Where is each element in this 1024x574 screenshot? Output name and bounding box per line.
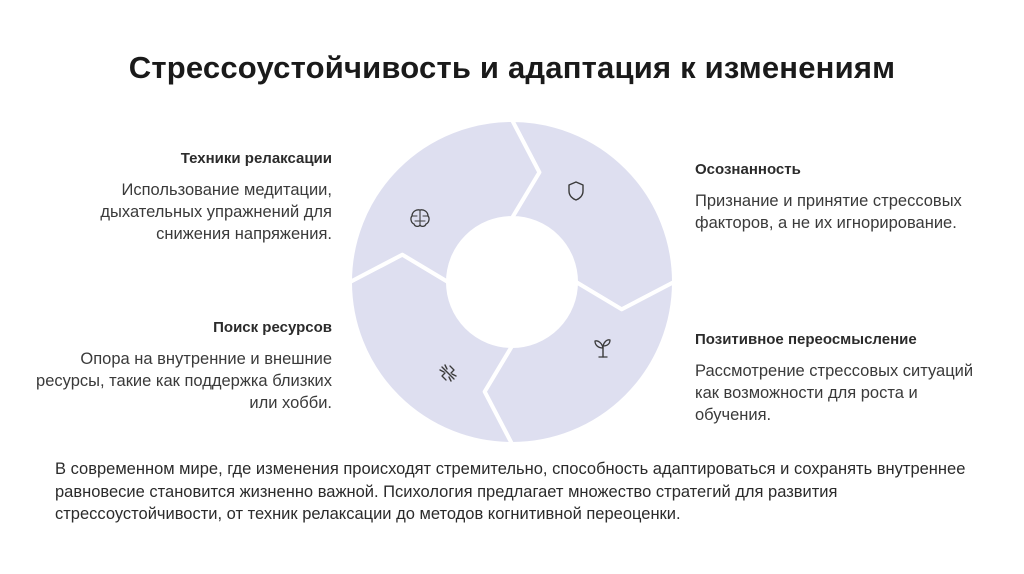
cycle-segments (350, 120, 674, 444)
block-heading: Техники релаксации (180, 150, 332, 167)
page-title: Стрессоустойчивость и адаптация к изменениям (128, 50, 896, 85)
segment-mindfulness (512, 120, 674, 309)
segment-resources (350, 255, 512, 444)
block-text: Признание и принятие стрессовых факторов, а не их игнорирование. (695, 192, 962, 232)
cycle-diagram (348, 118, 676, 446)
block-heading: Позитивное переосмысление (695, 331, 917, 348)
footer-paragraph: В современном мире, где изменения происходят стремительно, способность адаптироваться и сохранять внутреннее равновесие становится жизненно важной. Психология предлагает множество стратегий для развития стрессоустойчивости, от техник релаксации до методов когнитивной переоценки. (55, 460, 966, 523)
segment-relaxation (350, 120, 539, 282)
block-heading: Поиск ресурсов (213, 319, 332, 336)
block-heading: Осознанность (695, 161, 801, 178)
block-text: Использование медитации, дыхательных упражнений для снижения напряжения. (100, 181, 332, 243)
block-text: Рассмотрение стрессовых ситуаций как возможности для роста и обучения. (695, 362, 974, 424)
block-resources (32, 319, 332, 414)
block-reframing (695, 331, 995, 426)
block-mindfulness (695, 161, 995, 234)
block-text: Опора на внутренние и внешние ресурсы, такие как поддержка близких или хобби. (36, 350, 332, 412)
segment-reframing (485, 282, 674, 444)
block-relaxation (32, 150, 332, 245)
